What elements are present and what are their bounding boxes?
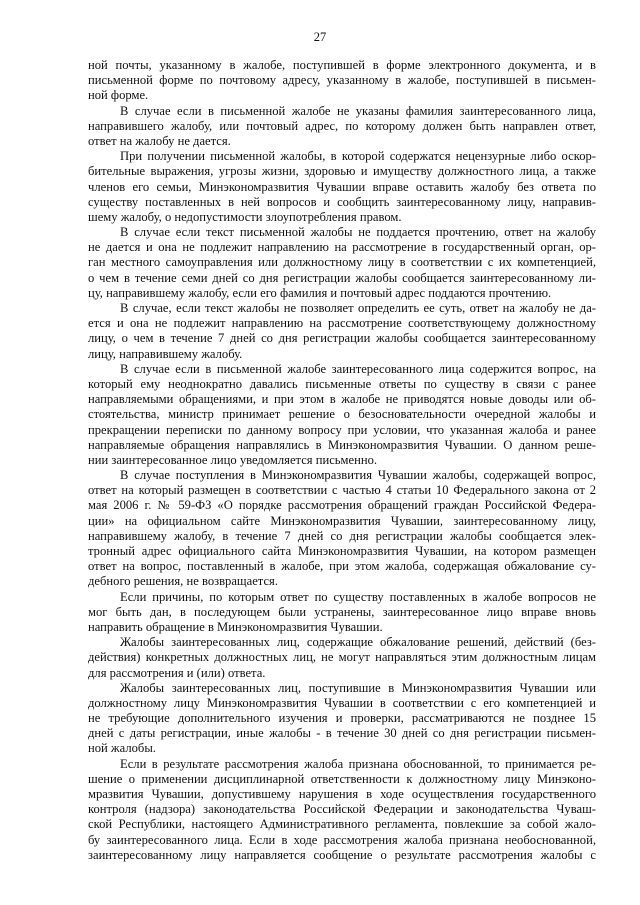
text-line: ган местного самоуправления или должностному лицу в соответствии с их компетенцией, <box>88 255 596 270</box>
text-line: В случае если в письменной жалобе не указаны фамилия заинтересованного лица, <box>120 103 596 118</box>
text-line: В случае если в письменной жалобе заинтересованного лица содержится вопрос, на <box>120 361 596 376</box>
text-line: дебного решения, не возвращается. <box>88 574 278 589</box>
text-line: мая 2006 г. № 59-ФЗ «О порядке рассмотрения обращений граждан Российской Федера- <box>88 498 596 513</box>
paragraph <box>88 301 596 362</box>
text-line: шему жалобу, о недопустимости злоупотребления правом. <box>88 209 402 224</box>
paragraph <box>88 58 596 104</box>
text-line: ной жалобы. <box>88 741 156 756</box>
text-line: направляемые обращения направлялись в Минэкономразвития Чувашии. О данном реше- <box>88 437 596 452</box>
text-line: При получении письменной жалобы, в которой содержатся нецензурные либо оскор- <box>120 149 596 164</box>
text-line: ответ на жалобу не дается. <box>88 133 231 148</box>
text-line: членов его семьи, Минэкономразвития Чувашии вправе оставить жалобу без ответа по <box>88 179 596 194</box>
text-line: Если причины, по которым ответ по существу поставленных в жалобе вопросов не <box>120 589 596 604</box>
text-line: лицу, направившему жалобу. <box>88 346 243 361</box>
document-body <box>88 58 596 863</box>
text-line: направить обращение в Минэкономразвития Чувашии. <box>88 619 383 634</box>
paragraph <box>88 590 596 636</box>
text-line: мог быть дан, в последующем были устранены, заинтересованное лицо вправе вновь <box>88 604 596 619</box>
text-line: письменной форме по почтовому адресу, указанному в жалобе, поступившей в письмен- <box>88 73 596 88</box>
text-line: ции» на официальном сайте Минэкономразвития Чувашии, заинтересованному лицу, <box>88 513 596 528</box>
text-line: действия) конкретных должностных лиц, не могут направляться этим должностным лицам <box>88 650 596 665</box>
text-line: должностному лицу Минэкономразвития Чувашии в соответствии с его компетенцией и <box>88 695 596 710</box>
text-line: ной форме. <box>88 88 149 103</box>
text-line: Жалобы заинтересованных лиц, содержащие обжалование решений, действий (без- <box>120 635 596 650</box>
text-line: шение о применении дисциплинарной ответственности к должностному лицу Минэконо- <box>88 771 596 786</box>
text-line: цу, направившему жалобу, если его фамилия и почтовый адрес поддаются прочтению. <box>88 285 552 300</box>
text-line: направляемыми обращениями, и при этом в жалобе не приводятся новые доводы или об- <box>88 392 596 407</box>
text-line: для рассмотрения и (или) ответа. <box>88 665 266 680</box>
paragraph <box>88 681 596 757</box>
text-line: В случае если текст письменной жалобы не поддается прочтению, ответ на жалобу <box>120 225 596 240</box>
text-line: существу поставленных в ней вопросов и сообщить заинтересованному лицу, направив- <box>88 194 596 209</box>
text-line: ответ на вопрос, поставленный в жалобе, при этом жалоба, содержащая обжалование су- <box>88 559 596 574</box>
text-line: направившего жалобу, или почтовый адрес, по которому должен быть направлен ответ, <box>88 118 596 133</box>
text-line: не дается и она не подлежит направлению на рассмотрение в государственный орган, ор- <box>88 240 596 255</box>
page-number: 27 <box>313 30 327 44</box>
text-line: стоятельства, министр принимает решение о безосновательности очередной жалобы и <box>88 407 596 422</box>
text-line: тронный адрес официального сайта Минэкономразвития Чувашии, на котором размещен <box>88 544 596 558</box>
text-line: контроля (надзора) законодательства Российской Федерации и законодательства Чуваш- <box>88 802 596 817</box>
text-line: ответ на который размещен в соответствии с частью 4 статьи 10 Федерального закона от 2 <box>88 483 596 498</box>
text-line: Жалобы заинтересованных лиц, поступившие в Минэкономразвития Чувашии или <box>120 680 596 695</box>
text-line: лицу, о чем в течение 7 дней со дня регистрации жалобы сообщается заинтересованному <box>88 331 596 346</box>
text-line: бительные выражения, угрозы жизни, здоровью и имуществу должностного лица, а также <box>88 164 596 179</box>
text-line: прекращении переписки по данному вопросу при условии, что указанная жалоба и ранее <box>88 422 596 437</box>
paragraph <box>88 225 596 301</box>
text-line: Если в результате рассмотрения жалоба признана обоснованной, то принимается ре- <box>120 756 596 771</box>
text-line: ется и она не подлежит направлению на рассмотрение соответствующему должностному <box>88 316 596 331</box>
text-line: который ему неоднократно давались письменные ответы по существу в связи с ранее <box>88 376 596 391</box>
text-line: нии заинтересованное лицо уведомляется письменно. <box>88 452 378 467</box>
paragraph <box>88 104 596 150</box>
paragraph <box>88 635 596 681</box>
text-line: о чем в течение семи дней со дня регистрации жалобы сообщается заинтересованному ли- <box>88 270 596 285</box>
text-line: направившему жалобу, в течение 7 дней со дня регистрации жалобы сообщается элек- <box>88 528 596 543</box>
text-line: бу заинтересованного лица. Если в ходе рассмотрения жалоба признана необоснованной, <box>88 832 596 847</box>
text-line: мразвития Чувашии, допустившему нарушения в ходе осуществления государственного <box>88 787 596 801</box>
text-line: заинтересованному лицу направляется сообщение о результате рассмотрения жалобы с <box>88 847 596 862</box>
text-line: дней с даты регистрации, иные жалобы - в течение 30 дней со дня регистрации письмен- <box>88 726 596 741</box>
text-line: ной почты, указанному в жалобе, поступившей в форме электронного документа, и в <box>88 58 596 72</box>
paragraph <box>88 757 596 863</box>
paragraph <box>88 468 596 590</box>
paragraph <box>88 149 596 225</box>
paragraph <box>88 362 596 468</box>
text-line: В случае поступления в Минэкономразвития Чувашии жалобы, содержащей вопрос, <box>120 468 596 483</box>
text-line: В случае, если текст жалобы не позволяет определить ее суть, ответ на жалобу не да- <box>120 301 596 315</box>
text-line: не требующие дополнительного изучения и проверки, рассматриваются не позднее 15 <box>88 711 596 726</box>
text-line: ской Республики, настоящего Административного регламента, повлекшие за собой жало- <box>88 817 596 832</box>
